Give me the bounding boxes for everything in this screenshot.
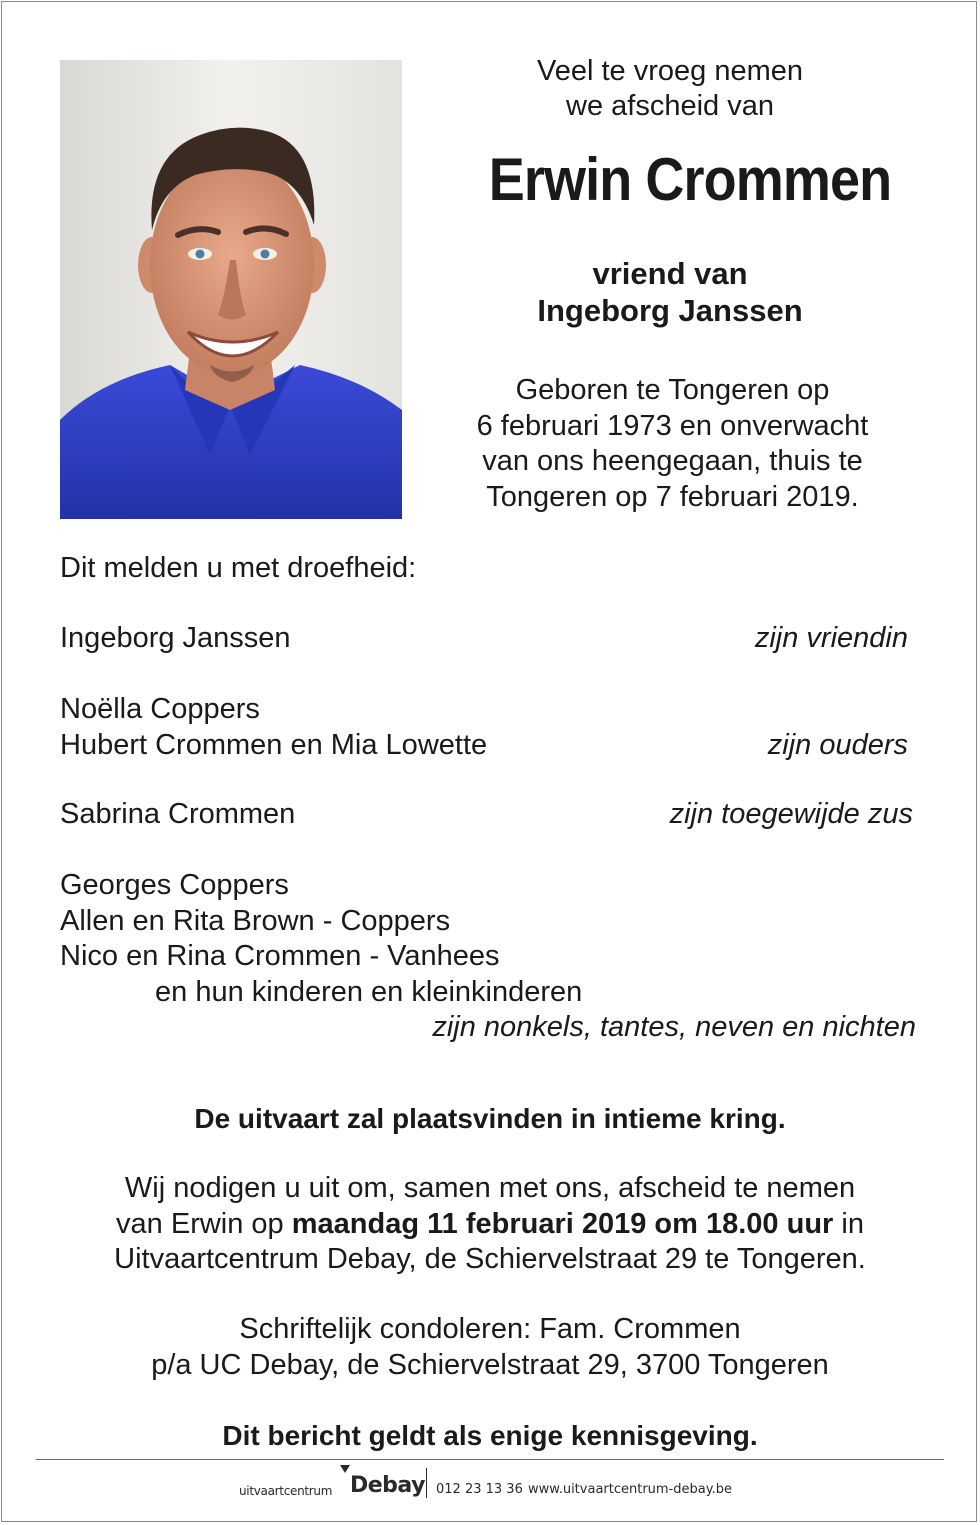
mourner-group-sister (60, 797, 916, 833)
invitation-prefix: van Erwin op (116, 1207, 292, 1240)
mourner-name: Nico en Rina Crommen - Vanhees (60, 940, 500, 972)
footer (0, 1464, 980, 1504)
mourner-name: Georges Coppers (60, 869, 289, 901)
invitation-suffix: in (833, 1207, 864, 1240)
mourner-group-parents (60, 692, 916, 763)
relation-line-1: vriend van (592, 256, 748, 291)
portrait-photo (60, 60, 402, 519)
invitation-line-3: Uitvaartcentrum Debay, de Schiervelstraat 29 te Tongeren. (114, 1243, 866, 1275)
birth-line: 6 februari 1973 en onverwacht (476, 409, 869, 442)
invitation-line-1: Wij nodigen u uit om, samen met ons, afscheid te nemen (124, 1172, 856, 1204)
birth-line: Tongeren op 7 februari 2019. (486, 480, 859, 513)
birth-details (450, 373, 895, 515)
condolences (40, 1312, 940, 1383)
mourner-group-friend (60, 621, 916, 657)
intro-line-1: Veel te vroeg nemen (536, 55, 803, 87)
mourner-role: zijn ouders (767, 728, 908, 761)
mourner-name: Hubert Crommen en Mia Lowette (60, 728, 488, 761)
funeral-notice: De uitvaart zal plaatsvinden in intieme kring. (194, 1103, 786, 1134)
brand-name: Debay (350, 1473, 425, 1498)
intro-text (460, 54, 880, 124)
footer-divider (36, 1459, 944, 1460)
mourner-role: zijn nonkels, tantes, neven en nichten (432, 1011, 916, 1043)
invitation-line-2 (40, 1207, 940, 1243)
mourner-name: Allen en Rita Brown - Coppers (60, 904, 451, 937)
intro-line-2: we afscheid van (566, 90, 774, 122)
invitation (40, 1171, 940, 1278)
condolences-line-2: p/a UC Debay, de Schiervelstraat 29, 3700 Tongeren (151, 1348, 829, 1381)
footer-website: www.uitvaartcentrum-debay.be (528, 1482, 732, 1497)
mourner-name: en hun kinderen en kleinkinderen (155, 975, 583, 1008)
mourner-role: zijn toegewijde zus (669, 798, 913, 830)
birth-line: van ons heengegaan, thuis te (482, 445, 863, 477)
brand-prefix: uitvaartcentrum (239, 1484, 333, 1498)
mourner-name: Sabrina Crommen (60, 798, 296, 830)
mourner-group-extended-family (60, 868, 916, 1046)
relation-text (450, 255, 890, 329)
invitation-date-time: maandag 11 februari 2019 om 18.00 uur (291, 1207, 834, 1240)
footer-phone: 012 23 13 36 (436, 1482, 523, 1497)
closing-notice: Dit bericht geldt als enige kennisgeving. (222, 1420, 758, 1451)
brand-triangle-icon (340, 1465, 350, 1473)
mourner-name: Noëlla Coppers (60, 693, 260, 725)
announcement: Dit melden u met droefheid: (60, 552, 417, 584)
footer-separator (426, 1468, 427, 1498)
birth-line: Geboren te Tongeren op (515, 374, 830, 406)
deceased-name: Erwin Crommen (488, 146, 892, 213)
condolences-line-1: Schriftelijk condoleren: Fam. Crommen (239, 1313, 741, 1345)
mourner-name: Ingeborg Janssen (60, 622, 291, 654)
relation-line-2: Ingeborg Janssen (537, 293, 803, 328)
mourner-role: zijn vriendin (754, 622, 908, 654)
